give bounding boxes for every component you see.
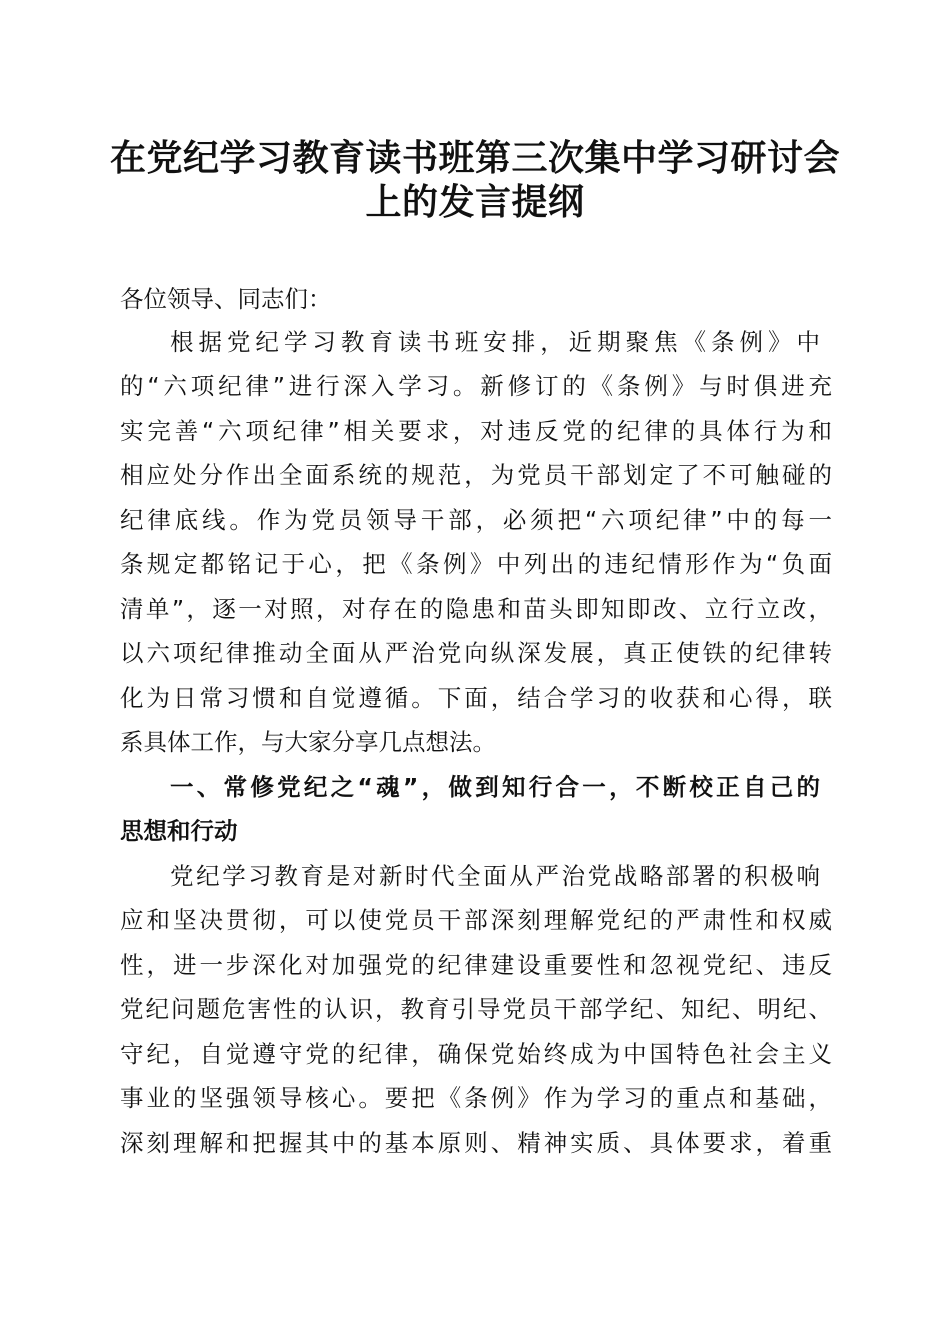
section-1-heading-line: 思想和行动 <box>120 817 238 845</box>
paragraph-2-line: 守纪，自觉遵守党的纪律，确保党始终成为中国特色社会主义 <box>120 1040 832 1068</box>
paragraph-1-line: 的“六项纪律”进行深入学习。新修订的《条例》与时俱进充 <box>120 372 832 400</box>
paragraph-1-line: 根据党纪学习教育读书班安排，近期聚焦《条例》中 <box>170 328 820 356</box>
paragraph-2-line: 深刻理解和把握其中的基本原则、精神实质、具体要求，着重 <box>120 1129 832 1157</box>
paragraph-1-line: 以六项纪律推动全面从严治党向纵深发展，真正使铁的纪律转 <box>120 639 832 667</box>
paragraph-2-line: 事业的坚强领导核心。要把《条例》作为学习的重点和基础， <box>120 1084 832 1112</box>
paragraph-1-line: 化为日常习惯和自觉遵循。下面，结合学习的收获和心得，联 <box>120 684 832 712</box>
salutation: 各位领导、同志们： <box>120 285 332 313</box>
section-1-heading-line: 一、常修党纪之“魂”，做到知行合一，不断校正自己的 <box>170 773 820 801</box>
document-title-line-1: 在党纪学习教育读书班第三次集中学习研讨会 <box>109 137 840 179</box>
paragraph-2-line: 性，进一步深化对加强党的纪律建设重要性和忽视党纪、违反 <box>120 951 832 979</box>
paragraph-1-line: 相应处分作出全面系统的规范，为党员干部划定了不可触碰的 <box>120 461 832 489</box>
paragraph-1-line: 清单”，逐一对照，对存在的隐患和苗头即知即改、立行立改， <box>120 595 832 623</box>
paragraph-2-line: 党纪学习教育是对新时代全面从严治党战略部署的积极响 <box>170 862 820 890</box>
paragraph-1-line: 纪律底线。作为党员领导干部，必须把“六项纪律”中的每一 <box>120 506 832 534</box>
paragraph-1-line: 实完善“六项纪律”相关要求，对违反党的纪律的具体行为和 <box>120 417 832 445</box>
paragraph-1-line: 条规定都铭记于心，把《条例》中列出的违纪情形作为“负面 <box>120 550 832 578</box>
paragraph-2-line: 党纪问题危害性的认识，教育引导党员干部学纪、知纪、明纪、 <box>120 995 832 1023</box>
document-title-line-2: 上的发言提纲 <box>365 181 585 223</box>
paragraph-1-line: 系具体工作，与大家分享几点想法。 <box>120 728 496 756</box>
paragraph-2-line: 应和坚决贯彻，可以使党员干部深刻理解党纪的严肃性和权威 <box>120 906 832 934</box>
